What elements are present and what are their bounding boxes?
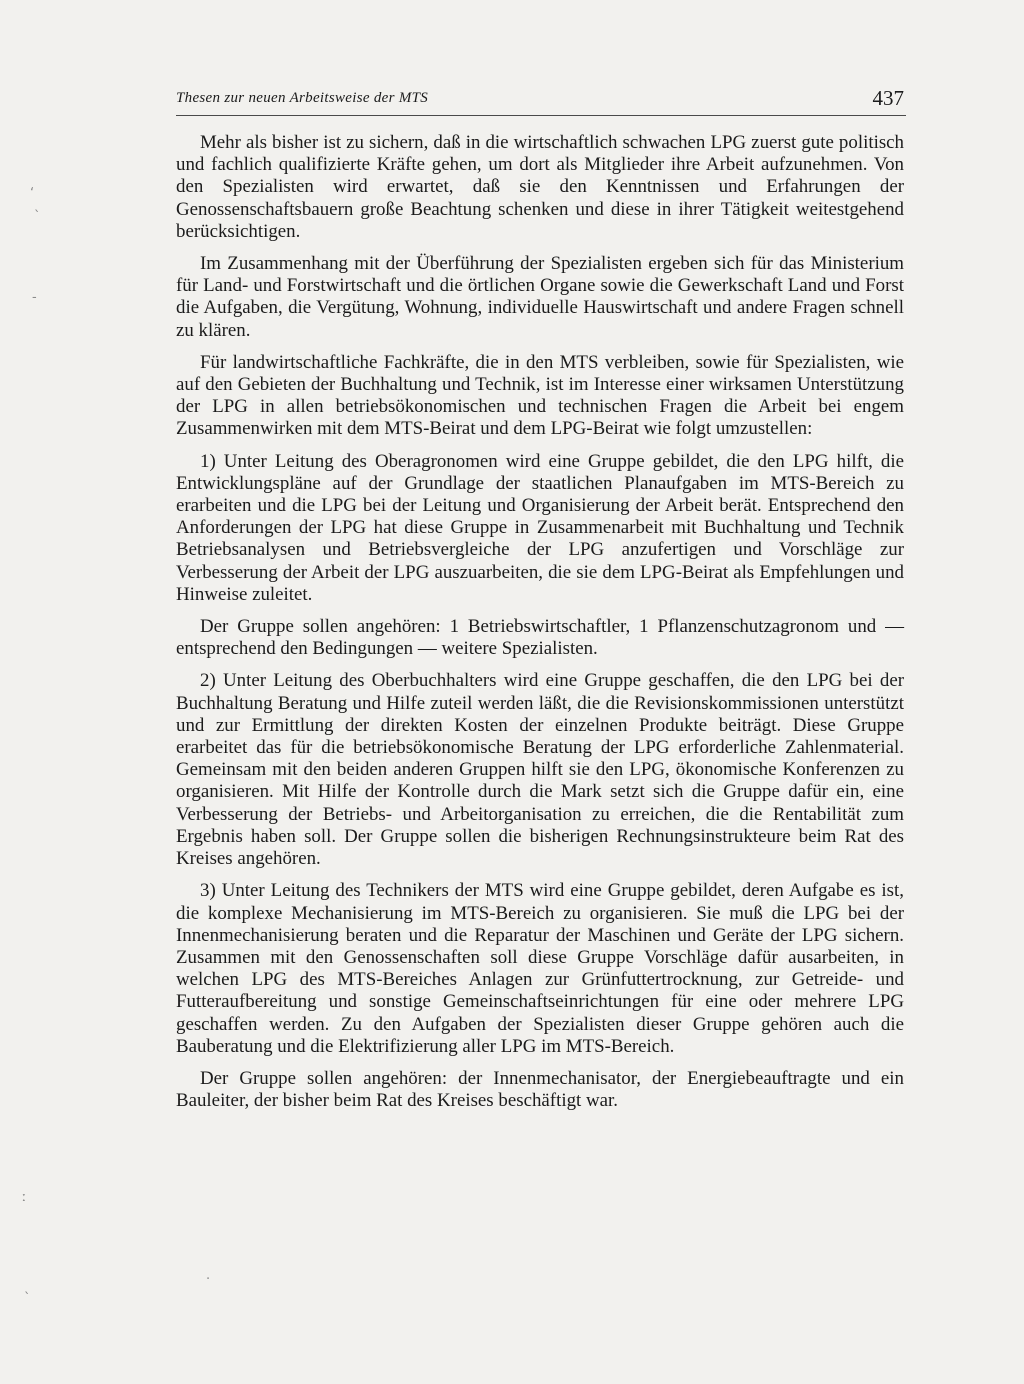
scan-speck: ‘	[30, 186, 35, 201]
scan-speck: ˎ	[24, 1280, 31, 1295]
page-number: 437	[872, 86, 904, 110]
paragraph-transfer-tasks: Im Zusammenhang mit der Überführung der Spezialisten ergeben sich für das Ministerium für Land- und Forstwirtschaft und die örtlichen Organe sowie die Gewerkschaft Land und Forst die Aufgaben, die Vergütung, Wohnung, individuelle Hauswirtschaft und andere Fragen schnell zu klären.	[176, 253, 904, 341]
paragraph-group-technician: 3) Unter Leitung des Technikers der MTS wird eine Gruppe gebildet, deren Aufgabe es ist, die komplexe Mechanisierung im MTS-Bereich zu organisieren. Sie muß die LPG bei der Innenmechanisierung beraten und die Reparatur der Maschinen und Geräte der LPG sichern. Zusammen mit den Genossenschaften soll diese Gruppe Vorschläge dafür ausarbeiten, in welchen LPG des MTS-Bereiches Anlagen zur Grünfuttertrocknung, zur Getreide- und Futteraufbereitung und sonstige Gemeinschaftseinrichtungen für eine oder mehrere LPG geschaffen werden. Zu den Aufgaben der Spezialisten dieser Gruppe gehören auch die Bauberatung und die Elektrifizierung aller LPG im MTS-Bereich.	[176, 880, 904, 1057]
running-head: Thesen zur neuen Arbeitsweise der MTS	[176, 90, 429, 106]
body-text	[176, 132, 904, 1122]
paragraph-group-agronomist-members: Der Gruppe sollen angehören: 1 Betriebswirtschaftler, 1 Pflanzenschutzagronom und — entsprechend den Bedingungen — weitere Spezialisten.	[176, 616, 904, 660]
paragraph-work-reorganisation: Für landwirtschaftliche Fachkräfte, die in den MTS verbleiben, sowie für Spezialisten, wie auf den Gebieten der Buchhaltung und Technik, ist im Interesse einer wirksamen Unterstützung der LPG in allen betriebsökonomischen und technischen Fragen die Arbeit bei engem Zusammenwirken mit dem MTS-Beirat und dem LPG-Beirat wie folgt umzustellen:	[176, 351, 904, 440]
scan-speck: ː	[22, 1190, 27, 1205]
header-rule	[176, 115, 906, 116]
paragraph-group-accountant: 2) Unter Leitung des Oberbuchhalters wird eine Gruppe geschaffen, die den LPG bei der Buchhaltung Beratung und Hilfe zuteil werden läßt, die die Revisionskommissionen unterstützt und zur Ermittlung der direkten Kosten der einzelnen Produkte beiträgt. Diese Gruppe erarbeitet das für die betriebsökonomische Beratung der LPG erforderliche Zahlenmaterial. Gemeinsam mit den beiden anderen Gruppen hilft sie den LPG, ökonomische Konferenzen zu organisieren. Mit Hilfe der Kontrolle durch die Mark setzt sich die Gruppe dafür ein, eine Verbesserung der Betriebs- und Arbeitorganisation zu erreichen, die die Rentabilität zum Ergebnis haben soll. Der Gruppe sollen die bisherigen Rechnungsinstrukteure beim Rat des Kreises angehören.	[176, 670, 904, 870]
scan-speck: ˎ	[34, 198, 41, 213]
scan-speck: ·	[206, 1272, 211, 1287]
paragraph-group-agronomist: 1) Unter Leitung des Oberagronomen wird eine Gruppe gebildet, die den LPG hilft, die Entwicklungspläne auf der Grundlage der staatlichen Planaufgaben im MTS-Bereich zu erarbeiten und die LPG bei der Leitung und Organisierung der Arbeit berät. Entsprechend den Anforderungen der LPG hat diese Gruppe in Zusammenarbeit mit Buchhaltung und Technik Betriebsanalysen und Betriebsvergleiche der LPG anzufertigen und Vorschläge zur Verbesserung der Arbeit der LPG auszuarbeiten, die sie dem LPG-Beirat als Empfehlungen und Hinweise zuleitet.	[176, 450, 904, 605]
paragraph-group-technician-members: Der Gruppe sollen angehören: der Innenmechanisator, der Energiebeauftragte und ein Bauleiter, der bisher beim Rat des Kreises beschäftigt war.	[176, 1067, 904, 1112]
paragraph-specialists-expectations: Mehr als bisher ist zu sichern, daß in die wirtschaftlich schwachen LPG zuerst gute politisch und fachlich qualifizierte Kräfte gehen, um dort als Mitglieder ihre Arbeit aufzunehmen. Von den Spezialisten wird erwartet, daß sie den Kenntnissen und Erfahrungen der Genossenschaftsbauern große Beachtung schenken und diese in ihrer Tätigkeit weitestgehend berücksichtigen.	[176, 132, 904, 242]
page-header	[176, 86, 906, 116]
scan-speck: -	[32, 290, 37, 305]
